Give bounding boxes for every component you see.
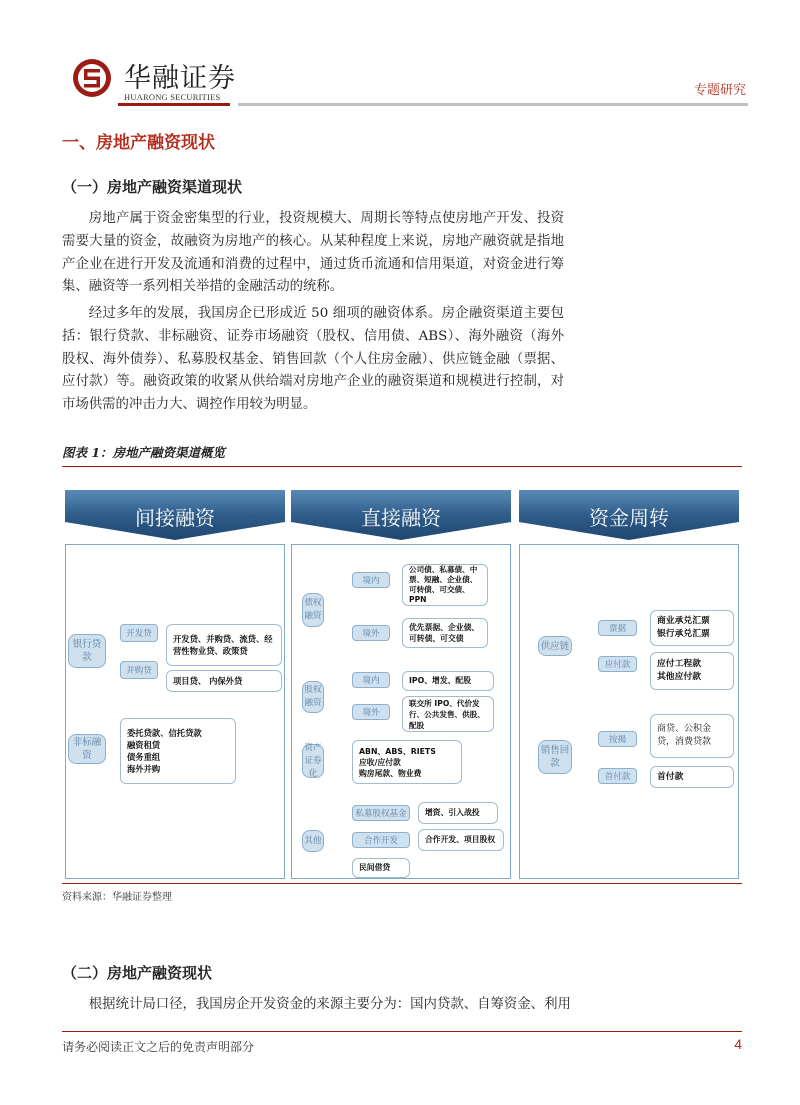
col2-leaf-equity-domestic: IPO、增发、配股 (402, 671, 494, 691)
col3-leaf-payables: 应付工程款 其他应付款 (650, 652, 734, 690)
section-title: 一、房地产融资现状 (62, 133, 215, 153)
page-header (0, 0, 800, 115)
col2-cat-debt: 债权融资 (302, 593, 324, 627)
col1-sub-dev-loan: 开发贷 (120, 624, 158, 642)
paragraph-1: 房地产属于资金密集型的行业，投资规模大、周期长等特点使房地产开发、投资需要大量的资金，故融资为房地产的核心。从某种程度上来说，房地产融资就是指地产企业在进行开发及流通和消费的过程中，通过货币流通和信用渠道，对资金进行筹集、融资等一系列相关举措的金融活动的统称。 (62, 211, 564, 295)
col3-panel (519, 544, 739, 879)
huarong-logo-icon (72, 58, 112, 98)
col1-leaf-nonstandard: 委托贷款、信托贷款 融资租赁 债务重组 海外并购 (120, 718, 236, 784)
col2-sub-pe-fund: 私募股权基金 (352, 805, 410, 821)
col1-panel (65, 544, 285, 879)
col2-leaf-equity-overseas: 联交所 IPO、代价发行、公共发售、供股、配股 (402, 696, 494, 732)
col2-title: 直接融资 (361, 505, 441, 530)
col2-leaf-securitization: ABN、ABS、RIETS 应收/应付款 购房尾款、物业费 (352, 740, 462, 784)
paragraph-3: 根据统计局口径，我国房企开发资金的来源主要分为：国内贷款、自筹资金、利用 (88, 997, 571, 1012)
col3-sub-mortgage: 按揭 (598, 731, 637, 747)
col1-leaf-project-loan: 项目贷、 内保外贷 (166, 670, 282, 692)
col2-sub-joint-dev: 合作开发 (352, 832, 410, 848)
header-divider-gray (238, 103, 748, 106)
figure-bottom-rule (62, 883, 742, 884)
subsection-title-1: （一）房地产融资渠道现状 (62, 178, 243, 196)
col1-sub-ma-loan: 并购贷 (120, 661, 158, 679)
col3-leaf-bills: 商业承兑汇票 银行承兑汇票 (650, 610, 734, 646)
col2-cat-other: 其他 (302, 830, 324, 852)
col3-title: 资金周转 (589, 505, 669, 530)
col2-sub-equity-domestic: 境内 (352, 672, 390, 688)
col2-leaf-debt-overseas: 优先票据、企业债、可转债、可交债 (402, 618, 488, 648)
footer-rule (62, 1031, 742, 1032)
header-divider-red (118, 103, 230, 106)
col2-cat-equity: 股权融资 (302, 681, 324, 713)
figure-top-rule (62, 466, 742, 467)
col3-leaf-down-payment: 首付款 (650, 766, 734, 788)
col3-sub-down-payment: 首付款 (598, 768, 637, 784)
col1-leaf-loan-types: 开发贷、并购贷、流贷、经营性物业贷、政策贷 (166, 624, 282, 666)
col3-cat-sales-collection: 销售回款 (538, 740, 572, 774)
col3-cat-supply-chain: 供应链 (538, 636, 572, 656)
col2-cat-securitization: 资产证券化 (302, 744, 324, 778)
col2-leaf-private-lending: 民间借贷 (352, 858, 410, 878)
col1-cat-bank-loan: 银行贷款 (68, 634, 106, 668)
paragraph-2: 经过多年的发展，我国房企已形成近 50 细项的融资体系。房企融资渠道主要包括：银行贷款、非标融资、证券市场融资（股权、信用债、ABS）、海外融资（海外股权、海外债券）、私募股权基金、销售回款（个人住房金融）、供应链金融（票据、应付款）等。融资政策的收紧从供给端对房地产企业的融资渠道和规模进行控制，对市场供需的冲击力大、调控作用较为明显。 (62, 306, 564, 413)
figure-source: 资料来源：华融证券整理 (62, 892, 172, 903)
report-type-tag: 专题研究 (693, 83, 746, 98)
col3-sub-bills: 票据 (598, 620, 637, 636)
company-name-cn: 华融证券 (124, 63, 236, 94)
company-name-en: HUARONG SECURITIES (124, 92, 221, 102)
col3-leaf-mortgage: 商贷、公积金贷，消费贷款 (650, 714, 734, 758)
figure-title: 图表 1：房地产融资渠道概览 (62, 445, 226, 460)
col2-sub-equity-overseas: 境外 (352, 704, 390, 720)
col2-leaf-pe-fund: 增资、引入战投 (418, 802, 498, 824)
col2-sub-debt-overseas: 境外 (352, 625, 390, 641)
financing-channels-diagram (62, 468, 742, 883)
subsection-title-2: （二）房地产融资现状 (62, 964, 213, 982)
col1-title: 间接融资 (135, 505, 215, 530)
col1-cat-nonstandard: 非标融资 (68, 734, 106, 764)
col2-leaf-debt-domestic: 公司债、私募债、中票、短融、企业债、可转债、可交债、PPN (402, 564, 488, 606)
footer-disclaimer: 请务必阅读正文之后的免责声明部分 (62, 1040, 255, 1054)
col2-leaf-joint-dev: 合作开发、项目股权 (418, 829, 504, 851)
page-number: 4 (734, 1036, 742, 1052)
col2-sub-debt-domestic: 境内 (352, 572, 390, 588)
col3-sub-payables: 应付款 (598, 656, 637, 672)
